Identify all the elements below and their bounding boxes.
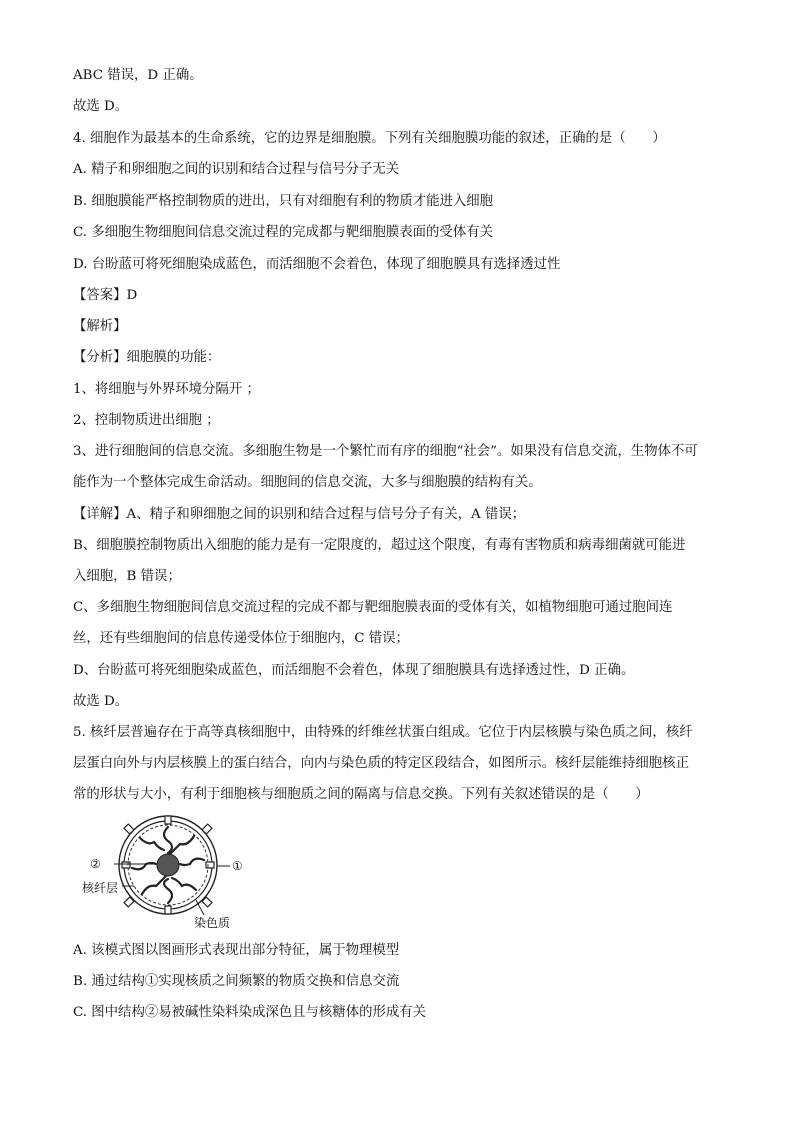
question-5-stem: 常的形状与大小，有利于细胞核与细胞质之间的隔离与信息交换。下列有关叙述错误的是（ ） <box>73 787 649 802</box>
label-structure-2: ② <box>90 857 101 871</box>
option-b: B. 细胞膜能严格控制物质的进出，只有对细胞有利的物质才能进入细胞 <box>73 194 494 209</box>
text-line: C、多细胞生物细胞间信息交流过程的完成不都与靶细胞膜表面的受体有关，如植物细胞可通过胞间连 <box>73 600 673 615</box>
text-line: ABC 错误，D 正确。 <box>73 68 203 83</box>
label-chromatin: 染色质 <box>194 916 231 930</box>
text-line: 丝，还有些细胞间的信息传递受体位于细胞内，C 错误； <box>73 631 409 646</box>
question-5-stem: 层蛋白向外与内层核膜上的蛋白结合，向内与染色质的特定区段结合，如图所示。核纤层能维持细胞核正 <box>73 756 689 771</box>
question-5-stem: 5. 核纤层普遍存在于高等真核细胞中，由特殊的纤维丝状蛋白组成。它位于内层核膜与染色质之间，核纤 <box>73 725 693 740</box>
nucleus-diagram-svg <box>86 810 256 930</box>
option-d: D. 台盼蓝可将死细胞染成蓝色，而活细胞不会着色，体现了细胞膜具有选择透过性 <box>73 257 561 272</box>
text-line: 故选 D。 <box>73 99 129 114</box>
text-line: 故选 D。 <box>73 694 129 709</box>
option-a: A. 该模式图以图画形式表现出部分特征，属于物理模型 <box>73 943 400 958</box>
option-c: C. 多细胞生物细胞间信息交流过程的完成都与靶细胞膜表面的受体有关 <box>73 225 493 240</box>
label-structure-1: ① <box>232 859 243 873</box>
label-nuclear-lamina: 核纤层 <box>82 881 119 895</box>
text-line: 3、进行细胞间的信息交流。多细胞生物是一个繁忙而有序的细胞“社会”。如果没有信息交流，生物体不可 <box>73 444 698 459</box>
option-a: A. 精子和卵细胞之间的识别和结合过程与信号分子无关 <box>73 162 400 177</box>
text-line: D、台盼蓝可将死细胞染成蓝色，而活细胞不会着色，体现了细胞膜具有选择透过性，D 正确。 <box>73 663 635 678</box>
question-4-stem: 4. 细胞作为最基本的生命系统，它的边界是细胞膜。下列有关细胞膜功能的叙述，正确的是（ ） <box>73 131 666 146</box>
option-b: B. 通过结构①实现核质之间频繁的物质交换和信息交流 <box>73 974 400 989</box>
text-line: 【分析】细胞膜的功能： <box>73 350 221 365</box>
text-line: 【详解】A、精子和卵细胞之间的识别和结合过程与信号分子有关，A 错误； <box>73 507 526 522</box>
analysis-label: 【解析】 <box>73 319 127 334</box>
text-line: 1、将细胞与外界环境分隔开 ； <box>73 382 260 397</box>
answer-label: 【答案】D <box>73 288 138 303</box>
text-line: 能作为一个整体完成生命活动。细胞间的信息交流，大多与细胞膜的结构有关。 <box>73 475 542 490</box>
nucleus-diagram <box>82 810 256 930</box>
text-line: B、细胞膜控制物质出入细胞的能力是有一定限度的，超过这个限度，有毒有害物质和病毒细菌就可能进 <box>73 538 686 553</box>
text-line: 2、控制物质进出细胞 ； <box>73 413 220 428</box>
option-c: C. 图中结构②易被碱性染料染成深色且与核糖体的形成有关 <box>73 1005 427 1020</box>
text-line: 入细胞，B 错误； <box>73 569 181 584</box>
